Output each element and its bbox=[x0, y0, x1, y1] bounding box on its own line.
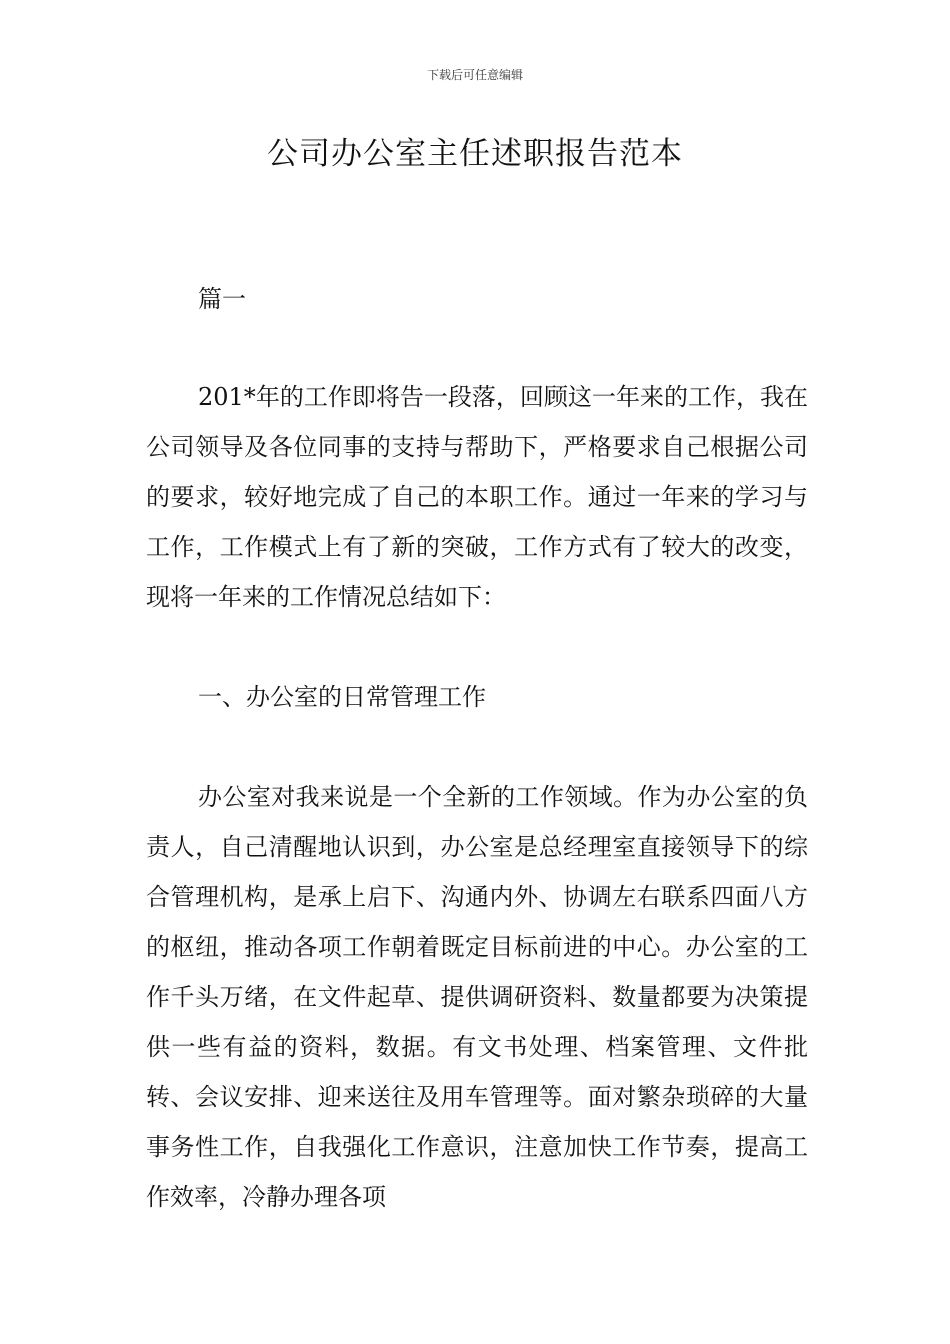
section-heading: 一、办公室的日常管理工作 bbox=[198, 683, 486, 711]
document-title: 公司办公室主任述职报告范本 bbox=[267, 136, 683, 172]
section-label: 篇一 bbox=[198, 285, 246, 313]
paragraph-intro: 201*年的工作即将告一段落，回顾这一年来的工作，我在公司领导及各位同事的支持与帮助下，严格要求自己根据公司的要求，较好地完成了自己的本职工作。通过一年来的学习与工作，工作模式上有了新的突破，工作方式有了较大的改变，现将一年来的工作情况总结如下： bbox=[146, 383, 808, 611]
paragraph-office-work: 办公室对我来说是一个全新的工作领域。作为办公室的负责人，自己清醒地认识到，办公室是总经理室直接领导下的综合管理机构，是承上启下、沟通内外、协调左右联系四面八方的枢纽，推动各项工作朝着既定目标前进的中心。办公室的工作千头万绪，在文件起草、提供调研资料、数量都要为决策提供一些有益的资料，数据。有文书处理、档案管理、文件批转、会议安排、迎来送往及用车管理等。面对繁杂琐碎的大量事务性工作，自我强化工作意识，注意加快工作节奏，提高工作效率，冷静办理各项 bbox=[146, 783, 808, 1211]
header-note: 下载后可任意编辑 bbox=[426, 68, 523, 82]
